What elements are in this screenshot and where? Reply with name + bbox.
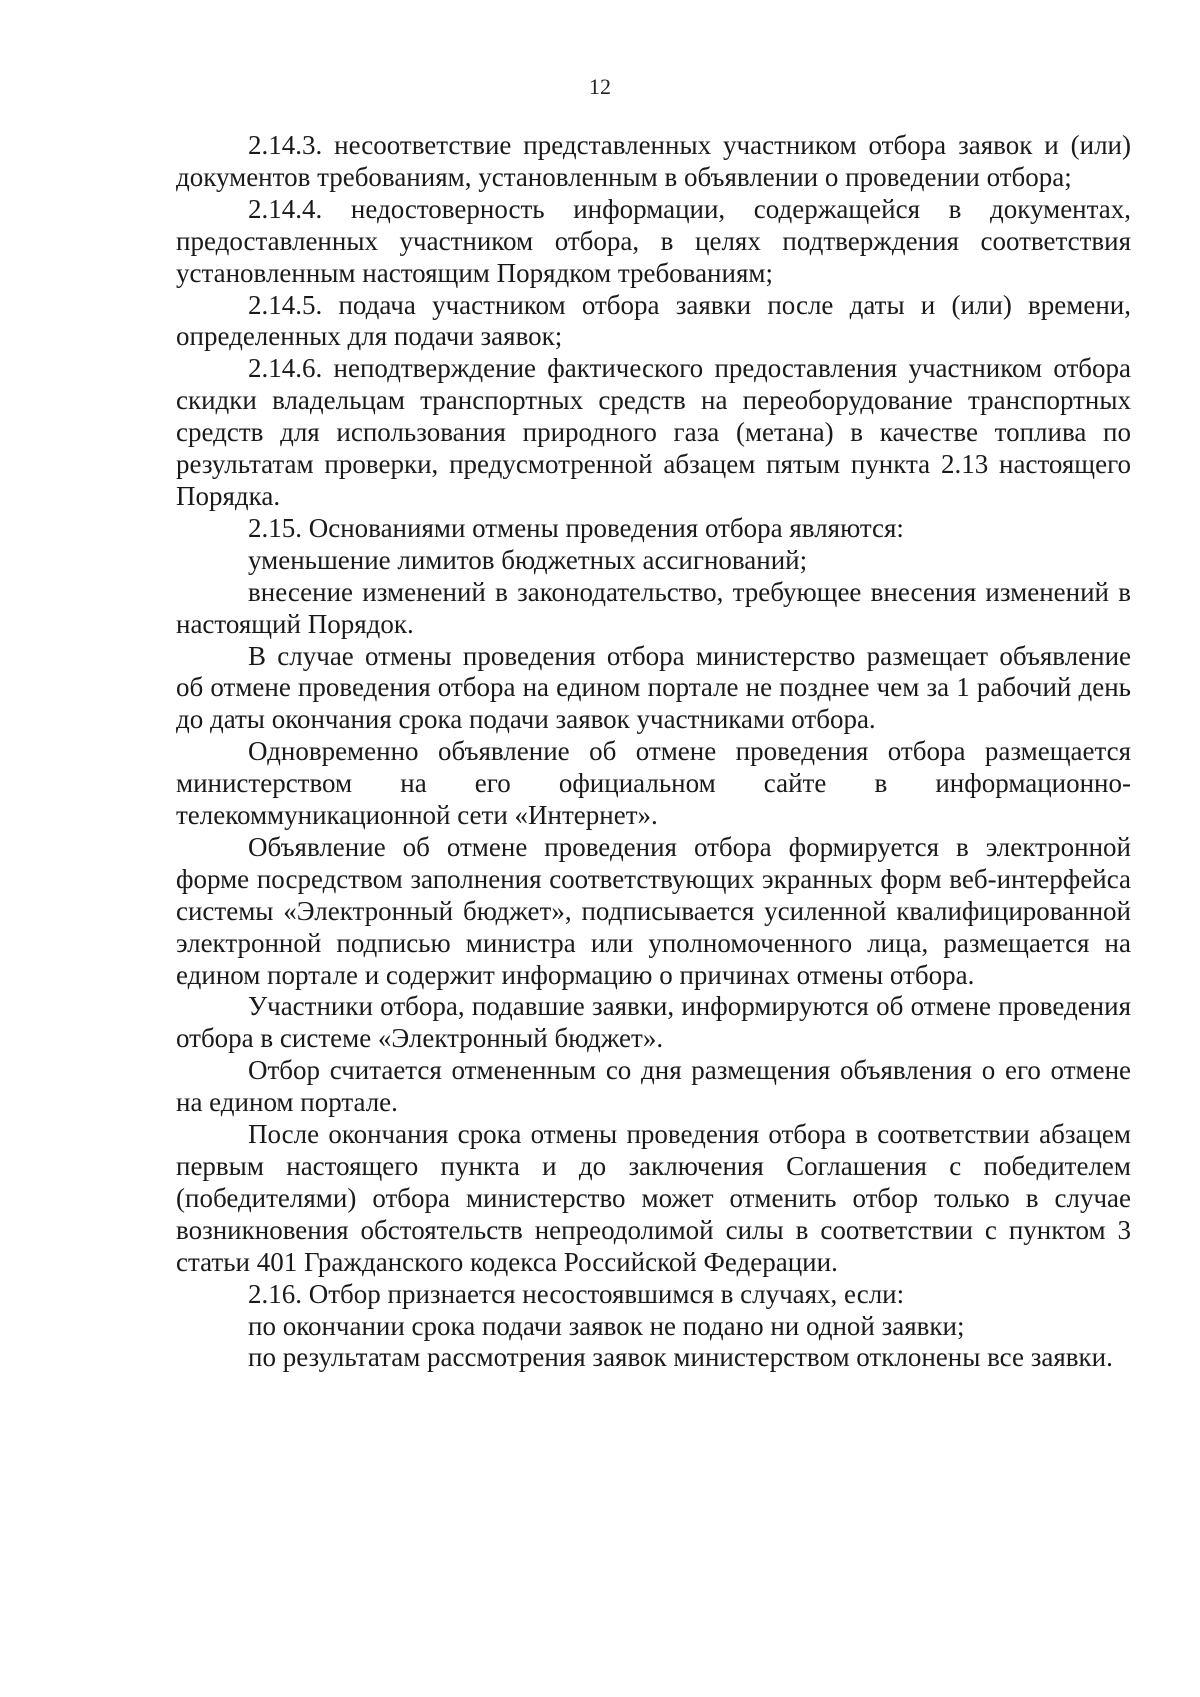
document-body xyxy=(176,130,1131,1374)
paragraph-2-15: 2.15. Основаниями отмены проведения отбора являются: xyxy=(248,512,904,543)
page-number: 12 xyxy=(589,74,611,99)
paragraph-2-16-item-2: по результатам рассмотрения заявок министерством отклонены все заявки. xyxy=(248,1342,1113,1373)
paragraph-website-posting: Одновременно объявление об отмене проведения отбора размещается министерством на его официальном сайте в информационно-телекоммуникационной сети «Интернет». xyxy=(176,736,1131,831)
paragraph-2-15-item-1: уменьшение лимитов бюджетных ассигнований; xyxy=(248,544,808,575)
paragraph-2-15-item-2: внесение изменений в законодательство, требующее внесения изменений в настоящий Порядок. xyxy=(176,576,1131,639)
paragraph-2-14-5: 2.14.5. подача участником отбора заявки после даты и (или) времени, определенных для подачи заявок; xyxy=(176,289,1131,352)
paragraph-considered-cancelled: Отбор считается отмененным со дня размещения объявления о его отмене на едином портале. xyxy=(176,1055,1131,1118)
paragraph-2-16: 2.16. Отбор признается несостоявшимся в случаях, если: xyxy=(248,1278,905,1309)
paragraph-cancellation-announcement: В случае отмены проведения отбора министерство размещает объявление об отмене проведения отбора на едином портале не позднее чем за 1 рабочий день до даты окончания срока подачи заявок участниками отбора. xyxy=(176,640,1131,735)
paragraph-2-14-3: 2.14.3. несоответствие представленных участником отбора заявок и (или) документов требованиям, установленным в объявлении о проведении отбора; xyxy=(176,130,1131,192)
paragraph-2-16-item-1: по окончании срока подачи заявок не подано ни одной заявки; xyxy=(248,1310,965,1341)
paragraph-2-14-6: 2.14.6. неподтверждение фактического предоставления участником отбора скидки владельцам транспортных средств на переоборудование транспортных средств для использования природного газа (метана) в качестве топлива по результатам проверки, предусмотренной абзацем пятым пункта 2.13 настоящего Порядка. xyxy=(176,353,1131,511)
paragraph-2-14-4: 2.14.4. недостоверность информации, содержащейся в документах, предоставленных участником отбора, в целях подтверждения соответствия установленным настоящим Порядком требованиям; xyxy=(176,193,1131,288)
paragraph-participants-informed: Участники отбора, подавшие заявки, информируются об отмене проведения отбора в системе «Электронный бюджет». xyxy=(176,991,1131,1054)
paragraph-force-majeure: После окончания срока отмены проведения отбора в соответствии абзацем первым настоящего пункта и до заключения Соглашения с победителем (победителями) отбора министерство может отменить отбор только в случае возникновения обстоятельств непреодолимой силы в соответствии с пунктом 3 статьи 401 Гражданского кодекса Российской Федерации. xyxy=(176,1119,1131,1277)
paragraph-electronic-form: Объявление об отмене проведения отбора формируется в электронной форме посредством заполнения соответствующих экранных форм веб-интерфейса системы «Электронный бюджет», подписывается усиленной квалифицированной электронной подписью министра или уполномоченного лица, размещается на едином портале и содержит информацию о причинах отмены отбора. xyxy=(176,831,1131,990)
